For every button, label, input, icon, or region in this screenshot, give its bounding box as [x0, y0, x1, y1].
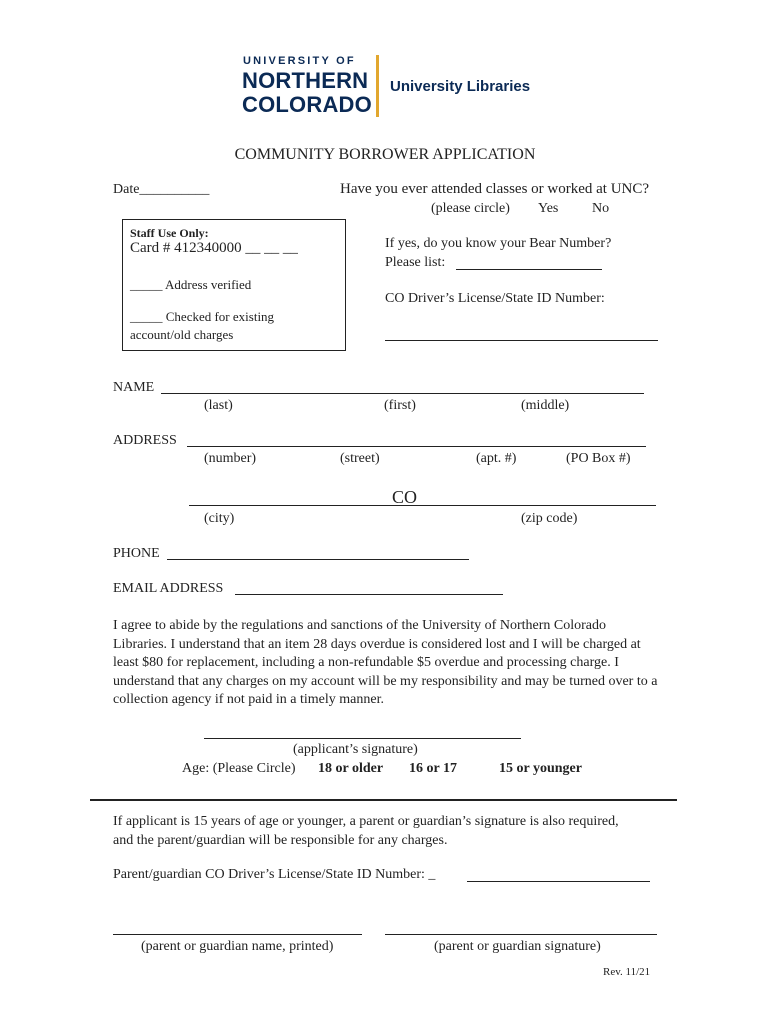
name-first-caption: (first) — [384, 398, 416, 413]
logo-northern: NORTHERN — [242, 68, 369, 93]
form-title: COMMUNITY BORROWER APPLICATION — [234, 146, 536, 163]
logo-university-libraries: University Libraries — [390, 78, 531, 95]
section-divider — [90, 799, 677, 801]
email-label: EMAIL ADDRESS — [113, 581, 224, 596]
email-field[interactable] — [235, 594, 503, 595]
name-field[interactable] — [161, 393, 644, 394]
bear-number-label: Please list: — [385, 255, 446, 270]
attended-question: Have you ever attended classes or worked at UNC? — [340, 181, 650, 197]
name-middle-caption: (middle) — [521, 398, 570, 413]
attended-no-option[interactable]: No — [592, 201, 610, 216]
guardian-name-field[interactable] — [113, 934, 362, 935]
staff-address-verified: _____ Address verified — [130, 277, 252, 292]
guardian-signature-field[interactable] — [385, 934, 657, 935]
age-option-16-or-17[interactable]: 16 or 17 — [409, 761, 457, 776]
address-street-caption: (street) — [340, 451, 380, 466]
guardian-license-label: Parent/guardian CO Driver’s License/State ID Number: _ — [113, 867, 436, 882]
state-co: CO — [392, 487, 418, 507]
staff-checked-line1: _____ Checked for existing — [130, 309, 275, 324]
staff-checked-line2: account/old charges — [130, 327, 234, 342]
attended-yes-option[interactable]: Yes — [538, 201, 559, 216]
age-label: Age: (Please Circle) — [182, 761, 296, 776]
guardian-name-caption: (parent or guardian name, printed) — [141, 939, 334, 954]
logo-divider — [376, 55, 379, 117]
license-label: CO Driver’s License/State ID Number: — [385, 291, 605, 306]
revision-label: Rev. 11/21 — [603, 966, 651, 978]
license-field[interactable] — [385, 340, 658, 341]
address-label: ADDRESS — [113, 433, 177, 448]
guardian-license-field[interactable] — [467, 881, 650, 882]
bear-number-field[interactable] — [456, 269, 602, 270]
phone-field[interactable] — [167, 559, 469, 560]
phone-label: PHONE — [113, 546, 160, 561]
city-zip-field[interactable] — [189, 505, 656, 506]
address-pobox-caption: (PO Box #) — [566, 451, 631, 466]
guardian-signature-caption: (parent or guardian signature) — [434, 939, 601, 954]
applicant-signature-caption: (applicant’s signature) — [293, 742, 418, 757]
age-option-18-or-older[interactable]: 18 or older — [318, 761, 384, 776]
date-field-label: Date__________ — [113, 182, 210, 197]
staff-card-number: Card # 412340000 __ __ __ — [130, 240, 298, 256]
staff-heading: Staff Use Only: — [130, 226, 209, 240]
address-apt-caption: (apt. #) — [476, 451, 517, 466]
address-number-caption: (number) — [204, 451, 257, 466]
agreement-text: I agree to abide by the regulations and sanctions of the University of Northern Colorado Libraries. I understand that an item 28 days overdue is considered lost and I will be charged at least $80 for replacement, including a non-refundable $5 overdue and processing charge. I understand that any charges on my account will be my responsibility and may be turned over to a collection agency if not paid in a timely manner. — [113, 618, 658, 707]
circle-hint: (please circle) — [431, 201, 510, 216]
name-label: NAME — [113, 380, 155, 395]
logo-colorado: COLORADO — [242, 92, 372, 117]
guardian-note: If applicant is 15 years of age or younger, a parent or guardian’s signature is also required, and the parent/guardian will be responsible for any charges. — [113, 814, 619, 848]
applicant-signature-field[interactable] — [204, 738, 521, 739]
bear-number-question: If yes, do you know your Bear Number? — [385, 236, 612, 251]
age-option-15-or-younger[interactable]: 15 or younger — [499, 761, 582, 776]
zip-caption: (zip code) — [521, 511, 578, 526]
city-caption: (city) — [204, 511, 235, 526]
logo-university-of: UNIVERSITY OF — [243, 55, 356, 67]
name-last-caption: (last) — [204, 398, 233, 413]
address-field[interactable] — [187, 446, 646, 447]
